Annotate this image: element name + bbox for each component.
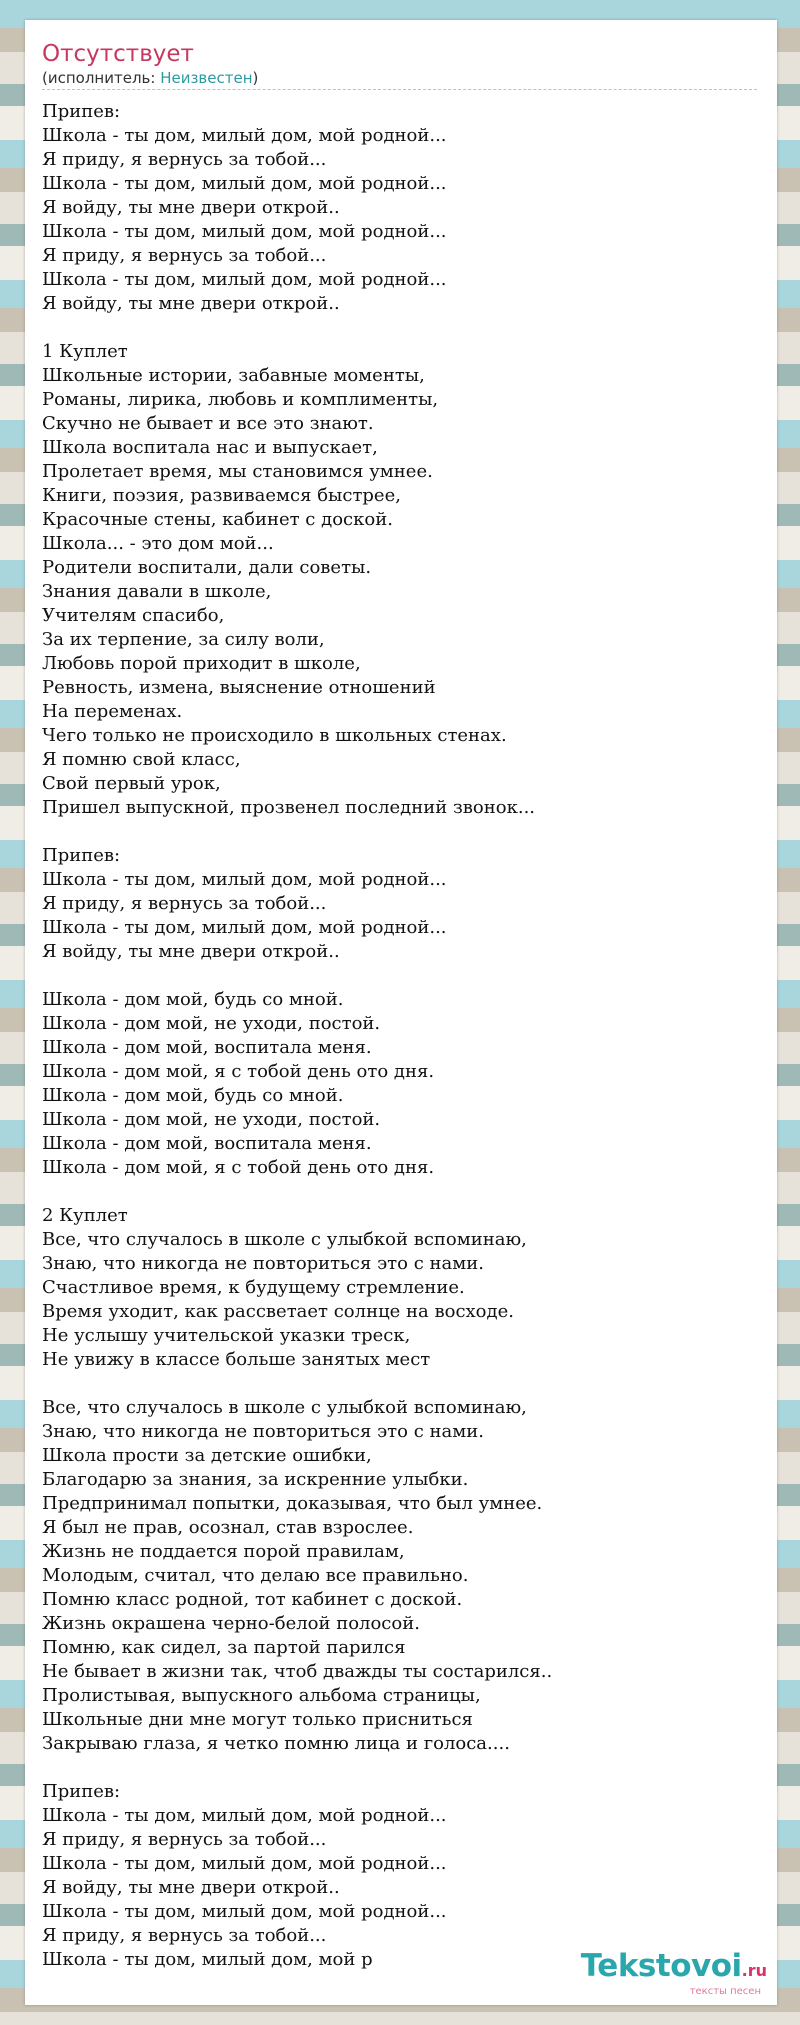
lyric-line: Я приду, я вернусь за тобой... — [42, 245, 327, 266]
lyrics-card — [25, 20, 777, 2005]
lyric-line: Я войду, ты мне двери открой.. — [42, 197, 340, 218]
lyric-line: Припев: — [42, 101, 121, 122]
lyric-line: Школа - ты дом, милый дом, мой родной... — [42, 1805, 447, 1826]
lyric-line: Я войду, ты мне двери открой.. — [42, 1877, 340, 1898]
lyric-line: Не бывает в жизни так, чтоб дважды ты состарился.. — [42, 1661, 553, 1682]
lyric-line: Знаю, что никогда не повториться это с нами. — [42, 1421, 484, 1442]
lyric-line: Не услышу учительской указки треск, — [42, 1325, 411, 1346]
lyric-line: Я приду, я вернусь за тобой... — [42, 893, 327, 914]
lyric-line: Школа - ты дом, милый дом, мой родной... — [42, 869, 447, 890]
lyric-line: На переменах. — [42, 701, 183, 722]
artist-link[interactable]: Неизвестен — [160, 69, 253, 87]
lyric-line — [42, 820, 757, 844]
lyric-line — [42, 1180, 757, 1204]
lyric-line: Чего только не происходило в школьных стенах. — [42, 725, 507, 746]
lyric-line: Закрываю глаза, я четко помню лица и голоса.... — [42, 1733, 510, 1754]
logo-main-text: Tekstovoi — [580, 1948, 742, 1984]
lyric-line: Припев: — [42, 845, 121, 866]
lyric-line: Я приду, я вернусь за тобой... — [42, 1925, 327, 1946]
lyric-line: Красочные стены, кабинет с доской. — [42, 509, 393, 530]
lyric-line: Школа - дом мой, воспитала меня. — [42, 1037, 372, 1058]
lyric-line: Школа - ты дом, милый дом, мой родной... — [42, 173, 447, 194]
lyric-line: Пролистывая, выпускного альбома страницы, — [42, 1685, 481, 1706]
lyric-line: Я помню свой класс, — [42, 749, 241, 770]
lyric-line: Школа - дом мой, не уходи, постой. — [42, 1109, 381, 1130]
lyric-line: Школа воспитала нас и выпускает, — [42, 437, 378, 458]
lyric-line: Школьные истории, забавные моменты, — [42, 365, 425, 386]
lyric-line: Пролетает время, мы становимся умнее. — [42, 461, 433, 482]
lyric-line — [42, 1756, 757, 1780]
lyric-line: Школа - дом мой, будь со мной. — [42, 989, 344, 1010]
lyric-line: Школа... - это дом мой... — [42, 533, 274, 554]
lyric-line — [42, 964, 757, 988]
lyric-line: Школа - ты дом, милый дом, мой родной... — [42, 221, 447, 242]
lyric-line: Пришел выпускной, прозвенел последний звонок... — [42, 797, 536, 818]
song-title: Отсутствует — [42, 41, 194, 67]
lyric-line: Школа - дом мой, будь со мной. — [42, 1085, 344, 1106]
lyric-line: Знаю, что никогда не повториться это с нами. — [42, 1253, 484, 1274]
lyric-line: Любовь порой приходит в школе, — [42, 653, 361, 674]
lyric-line: Счастливое время, к будущему стремление. — [42, 1277, 465, 1298]
lyric-line: Знания давали в школе, — [42, 581, 272, 602]
logo-tagline: тексты песен — [689, 1986, 761, 1997]
lyric-line: Я приду, я вернусь за тобой... — [42, 1829, 327, 1850]
lyric-line: Ревность, измена, выяснение отношений — [42, 677, 436, 698]
lyric-line: Все, что случалось в школе с улыбкой вспоминаю, — [42, 1397, 527, 1418]
lyric-line: Школа - дом мой, я с тобой день ото дня. — [42, 1061, 435, 1082]
lyric-line: Учителям спасибо, — [42, 605, 225, 626]
lyric-line: Книги, поэзия, развиваемся быстрее, — [42, 485, 401, 506]
lyric-line: Школа - ты дом, милый дом, мой родной... — [42, 125, 447, 146]
lyric-line: Все, что случалось в школе с улыбкой вспоминаю, — [42, 1229, 527, 1250]
site-logo[interactable] — [581, 1950, 767, 1997]
lyric-line: Предпринимал попытки, доказывая, что был умнее. — [42, 1493, 543, 1514]
artist-suffix: ) — [252, 69, 259, 87]
lyric-line: Школа - ты дом, милый дом, мой р — [42, 1949, 373, 1970]
lyric-line: Молодым, считал, что делаю все правильно. — [42, 1565, 469, 1586]
lyric-line: Школьные дни мне могут только присниться — [42, 1709, 473, 1730]
lyric-line: Школа - дом мой, воспитала меня. — [42, 1133, 372, 1154]
lyric-line — [42, 316, 757, 340]
lyric-line: 2 Куплет — [42, 1205, 128, 1226]
logo-tld: .ru — [741, 1961, 767, 1980]
lyric-line: Школа - ты дом, милый дом, мой родной... — [42, 1853, 447, 1874]
lyric-line: Школа - ты дом, милый дом, мой родной... — [42, 1901, 447, 1922]
lyric-line: Время уходит, как рассветает солнце на восходе. — [42, 1301, 514, 1322]
lyric-line: Родители воспитали, дали советы. — [42, 557, 372, 578]
lyric-line: Припев: — [42, 1781, 121, 1802]
lyric-line — [42, 1372, 757, 1396]
lyric-line: Я войду, ты мне двери открой.. — [42, 941, 340, 962]
lyric-line: Жизнь окрашена черно-белой полосой. — [42, 1613, 420, 1634]
lyric-line: Я был не прав, осознал, став взрослее. — [42, 1517, 414, 1538]
lyric-line: Скучно не бывает и все это знают. — [42, 413, 374, 434]
lyric-line: Школа - ты дом, милый дом, мой родной... — [42, 917, 447, 938]
lyric-line: Школа - ты дом, милый дом, мой родной... — [42, 269, 447, 290]
lyric-line: Я приду, я вернусь за тобой... — [42, 149, 327, 170]
lyrics-text — [42, 100, 757, 1972]
lyric-line: Не увижу в классе больше занятых мест — [42, 1349, 431, 1370]
lyric-line: Я войду, ты мне двери открой.. — [42, 293, 340, 314]
logo-wordmark — [581, 1950, 767, 1987]
lyric-line: Школа прости за детские ошибки, — [42, 1445, 372, 1466]
lyric-line: Помню класс родной, тот кабинет с доской. — [42, 1589, 463, 1610]
lyric-line: Школа - дом мой, не уходи, постой. — [42, 1013, 381, 1034]
artist-prefix: (исполнитель: — [42, 69, 161, 87]
lyric-line: Школа - дом мой, я с тобой день ото дня. — [42, 1157, 435, 1178]
artist-line — [42, 68, 757, 90]
lyric-line: За их терпение, за силу воли, — [42, 629, 325, 650]
lyric-line: Помню, как сидел, за партой парился — [42, 1637, 406, 1658]
lyric-line: Жизнь не поддается порой правилам, — [42, 1541, 405, 1562]
lyric-line: Романы, лирика, любовь и комплименты, — [42, 389, 439, 410]
lyric-line: Благодарю за знания, за искренние улыбки. — [42, 1469, 469, 1490]
lyric-line: 1 Куплет — [42, 341, 128, 362]
lyric-line: Свой первый урок, — [42, 773, 221, 794]
